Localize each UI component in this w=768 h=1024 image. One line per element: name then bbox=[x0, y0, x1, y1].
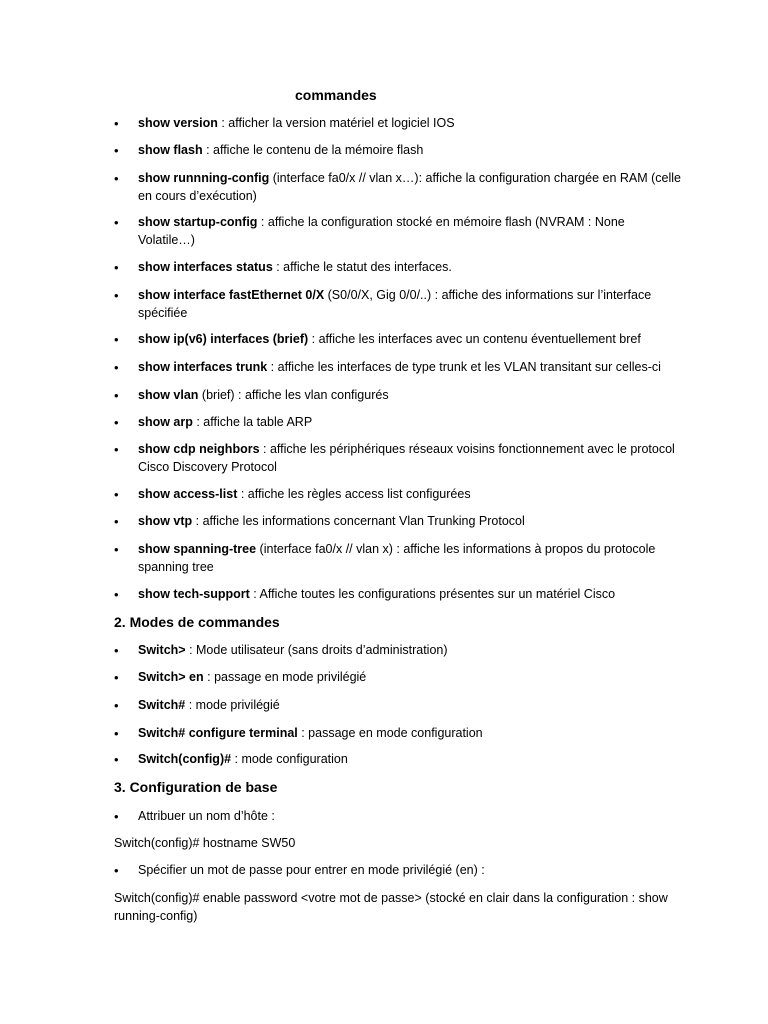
command-description: : affiche les informations concernant Vlan Trunking Protocol bbox=[192, 514, 525, 528]
command-name: Switch# configure terminal bbox=[138, 726, 298, 740]
bullet-icon: • bbox=[114, 698, 119, 713]
command-name: show vlan bbox=[138, 388, 199, 402]
bullet-icon: • bbox=[114, 587, 119, 602]
command-description: : Affiche toutes les configurations présentes sur un matériel Cisco bbox=[249, 587, 616, 601]
command-description: : affiche les interfaces avec un contenu éventuellement bref bbox=[308, 332, 641, 346]
bullet-icon: • bbox=[114, 116, 119, 131]
command-name: show cdp neighbors bbox=[138, 442, 260, 456]
command-name: show interface fastEthernet 0/X bbox=[138, 288, 325, 302]
command-name: Switch> en bbox=[138, 670, 204, 684]
command-name: show ip(v6) interfaces (brief) bbox=[138, 332, 309, 346]
command-description: (S0/0/X, Gig 0/0/..) : affiche des informations sur l’interface spécifiée bbox=[138, 288, 652, 320]
bullet-icon: • bbox=[114, 726, 119, 741]
bullet-icon: • bbox=[114, 332, 119, 347]
instruction-text: Spécifier un mot de passe pour entrer en mode privilégié (en) : bbox=[138, 863, 485, 877]
bullet-icon: • bbox=[114, 388, 119, 403]
command-name: show arp bbox=[138, 415, 193, 429]
command-description: : afficher la version matériel et logiciel IOS bbox=[217, 116, 455, 130]
command-name: show startup-config bbox=[138, 215, 258, 229]
bullet-icon: • bbox=[114, 514, 119, 529]
command-name: Switch> bbox=[138, 643, 186, 657]
command-description: (brief) : affiche les vlan configurés bbox=[198, 388, 389, 402]
command-description: : affiche la table ARP bbox=[192, 415, 313, 429]
command-description: (interface fa0/x // vlan x…): affiche la configuration chargée en RAM (celle en cours d’exécution) bbox=[138, 171, 682, 203]
bullet-icon: • bbox=[114, 809, 119, 824]
command-description: : affiche les périphériques réseaux voisins fonctionnement avec le protocol Cisco Discovery Protocol bbox=[138, 442, 675, 474]
command-description: : passage en mode privilégié bbox=[203, 670, 367, 684]
command-description: : affiche le contenu de la mémoire flash bbox=[202, 143, 424, 157]
page-title: commandes bbox=[295, 87, 377, 103]
bullet-icon: • bbox=[114, 752, 119, 767]
command-name: show version bbox=[138, 116, 218, 130]
bullet-icon: • bbox=[114, 171, 119, 186]
command-description: : affiche les règles access list configurées bbox=[237, 487, 471, 501]
bullet-icon: • bbox=[114, 643, 119, 658]
bullet-icon: • bbox=[114, 143, 119, 158]
bullet-icon: • bbox=[114, 415, 119, 430]
command-name: show interfaces status bbox=[138, 260, 273, 274]
config-line-enable-password: Switch(config)# enable password <votre mot de passe> (stocké en clair dans la configuration : show running-config) bbox=[114, 891, 668, 923]
bullet-icon: • bbox=[114, 542, 119, 557]
command-name: show interfaces trunk bbox=[138, 360, 268, 374]
command-description: : passage en mode configuration bbox=[297, 726, 483, 740]
command-name: show spanning-tree bbox=[138, 542, 257, 556]
bullet-icon: • bbox=[114, 288, 119, 303]
command-description: : Mode utilisateur (sans droits d’administration) bbox=[185, 643, 448, 657]
command-name: show flash bbox=[138, 143, 203, 157]
command-name: Switch# bbox=[138, 698, 186, 712]
bullet-icon: • bbox=[114, 487, 119, 502]
command-name: show vtp bbox=[138, 514, 193, 528]
command-description: : mode configuration bbox=[231, 752, 348, 766]
bullet-icon: • bbox=[114, 442, 119, 457]
bullet-icon: • bbox=[114, 360, 119, 375]
bullet-icon: • bbox=[114, 670, 119, 685]
command-name: show access-list bbox=[138, 487, 238, 501]
config-line-hostname: Switch(config)# hostname SW50 bbox=[114, 836, 296, 850]
command-description: : affiche les interfaces de type trunk et les VLAN transitant sur celles-ci bbox=[267, 360, 661, 374]
command-description: : affiche le statut des interfaces. bbox=[272, 260, 452, 274]
command-description: : mode privilégié bbox=[185, 698, 280, 712]
command-description: (interface fa0/x // vlan x) : affiche les informations à propos du protocole spanning tree bbox=[138, 542, 656, 574]
section-heading-config: 3. Configuration de base bbox=[114, 779, 278, 795]
command-name: show tech-support bbox=[138, 587, 250, 601]
instruction-text: Attribuer un nom d’hôte : bbox=[138, 809, 275, 823]
bullet-icon: • bbox=[114, 863, 119, 878]
command-description: : affiche la configuration stocké en mémoire flash (NVRAM : None Volatile…) bbox=[138, 215, 625, 247]
command-name: show runnning-config bbox=[138, 171, 270, 185]
section-heading-modes: 2. Modes de commandes bbox=[114, 614, 280, 630]
command-name: Switch(config)# bbox=[138, 752, 232, 766]
bullet-icon: • bbox=[114, 260, 119, 275]
bullet-icon: • bbox=[114, 215, 119, 230]
